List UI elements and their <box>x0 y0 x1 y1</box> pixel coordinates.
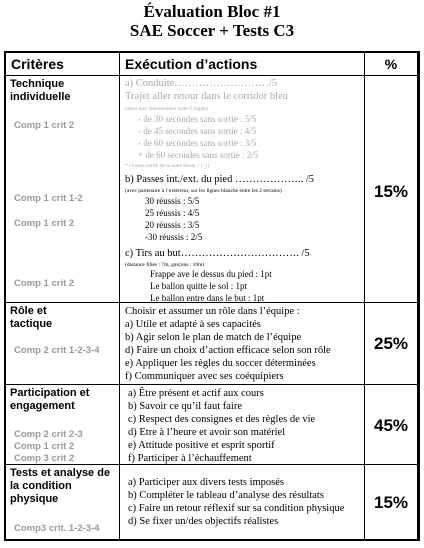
row4-execution-cell <box>120 465 365 539</box>
row1-a-title: a) Conduite………………………/5 <box>125 78 277 89</box>
row4-percent: 15% <box>373 493 409 512</box>
row3-item-5: e) Attitude positive et esprit sportif <box>128 440 275 451</box>
row1-c-line-2: Le ballon quitte le sol : 1pt <box>150 281 247 291</box>
row3-item-4: d) Etre à l’heure et avoir son matériel <box>128 427 286 438</box>
row3-criterion-cell <box>6 385 120 465</box>
row4-comp-1: Comp3 crit. 1-2-3-4 <box>14 523 100 534</box>
row2-percent-cell <box>365 303 418 385</box>
row1-a-note: (alors aux intersections juste/3 réglés) <box>125 106 209 112</box>
row4-percent-cell <box>365 465 418 539</box>
row1-comp-1: Comp 1 crit 2 <box>14 120 75 131</box>
row3-comp-1: Comp 2 crit 2-3 <box>14 429 83 440</box>
row2-item-5: f) Communiquer avec ses coéquipiers <box>125 371 284 382</box>
row1-percent-cell <box>365 76 418 303</box>
row1-c-title: c) Tirs au but……………………………. /5 <box>125 248 310 259</box>
row1-c-note: (distance filles : 7m, garçons : 10m) <box>125 262 205 268</box>
row4-criterion-line3: physique <box>10 493 59 505</box>
row1-b-line-1: 30 réussis : 5/5 <box>145 196 200 206</box>
page-title: Évaluation Bloc #1 <box>143 2 281 21</box>
row1-criterion-line1: Technique <box>10 78 65 90</box>
row3-item-1: a) Être présent et actif aux cours <box>128 388 264 399</box>
row1-b-title: b) Passes int./ext. du pied ……………….. /5 <box>125 174 314 185</box>
page-subtitle: SAE Soccer + Tests C3 <box>129 21 295 40</box>
row2-item-4: e) Appliquer les règles du soccer déterminées <box>125 358 316 369</box>
row1-a-line-4: + de 60 secondes sans sortie : 2/5 <box>138 150 259 160</box>
row4-item-4: d) Se fixer un/des objectifs réalistes <box>128 516 279 527</box>
row3-criterion-line2: engagement <box>10 400 75 412</box>
row2-item-2: b) Agir selon le plan de match de l’équipe <box>125 332 302 343</box>
row4-criterion-cell <box>6 465 120 539</box>
row1-c-line-3: Le ballon entre dans le but : 1pt <box>150 293 265 303</box>
row1-c-line-1: Frappe ave le dessus du pied : 1pt <box>150 269 272 279</box>
row4-item-2: b) Compléter le tableau d’analyse des résultats <box>128 490 324 501</box>
row2-item-3: d) Faire un choix d’action efficace selon son rôle <box>125 345 331 356</box>
row1-comp-3: Comp 1 crit 2 <box>14 218 75 229</box>
row2-percent: 25% <box>373 334 409 353</box>
row3-item-3: c) Respect des consignes et des règles de vie <box>128 414 316 425</box>
row1-a-line-2: - de 45 secondes sans sortie : 4/5 <box>138 126 257 136</box>
row1-percent: 15% <box>373 182 409 201</box>
row1-criterion-line2: individuelle <box>10 91 71 103</box>
row1-a-line-3: - de 60 secondes sans sortie : 3/5 <box>138 138 257 148</box>
header-execution: Exécution d’actions <box>120 53 365 76</box>
row1-a-line-1: - de 30 secondes sans sortie : 5/5 <box>138 114 257 124</box>
row1-b-line-2: 25 réussis : 4/5 <box>145 208 200 218</box>
header-percent: % <box>365 53 418 76</box>
row1-b-line-3: 20 réussis : 3/5 <box>145 220 200 230</box>
row1-b-note: (avec partenaire à l’extérieur, sur les lignes blanche entre les 2 terrains) <box>125 188 282 194</box>
row3-criterion-line1: Participation et <box>10 387 90 399</box>
row1-comp-2: Comp 1 crit 1-2 <box>14 193 83 204</box>
row2-intro: Choisir et assumer un rôle dans l’équipe : <box>125 306 300 317</box>
row4-criterion-line2: la condition <box>10 480 72 492</box>
row2-criterion-line1: Rôle et <box>10 305 47 317</box>
row4-item-1: a) Participer aux divers tests imposés <box>128 477 285 488</box>
row3-comp-2: Comp 1 crit 2 <box>14 441 75 452</box>
row1-execution-cell <box>120 76 365 303</box>
row2-execution-cell <box>120 303 365 385</box>
row3-item-2: b) Savoir ce qu’il faut faire <box>128 401 242 412</box>
row2-item-1: a) Utile et adapté à ses capacités <box>125 319 261 330</box>
row2-comp-1: Comp 2 crit 1-2-3-4 <box>14 345 100 356</box>
row2-criterion-cell <box>6 303 120 385</box>
row3-percent: 45% <box>373 416 409 435</box>
row4-criterion-line1: Tests et analyse de <box>10 467 111 479</box>
row3-item-6: f) Participer à l’échauffement <box>128 453 252 464</box>
row1-comp-4: Comp 1 crit 2 <box>14 278 75 289</box>
row1-a-subtitle: Trajet aller retour dans le corridor bleu <box>125 91 288 102</box>
row1-b-line-4: -30 réussis : 2/5 <box>145 232 203 242</box>
row1-a-footnote: * chaque sortie de la zone bleue = (-1) <box>125 163 210 169</box>
row1-criterion-cell <box>6 76 120 303</box>
row3-execution-cell <box>120 385 365 465</box>
row3-percent-cell <box>365 385 418 465</box>
row3-comp-3: Comp 3 crit 2 <box>14 453 75 464</box>
row4-item-3: c) Faire un retour réflexif sur sa condition physique <box>128 503 345 514</box>
header-criteres: Critères <box>6 53 120 76</box>
row2-criterion-line2: tactique <box>10 318 53 330</box>
evaluation-table <box>4 51 420 541</box>
